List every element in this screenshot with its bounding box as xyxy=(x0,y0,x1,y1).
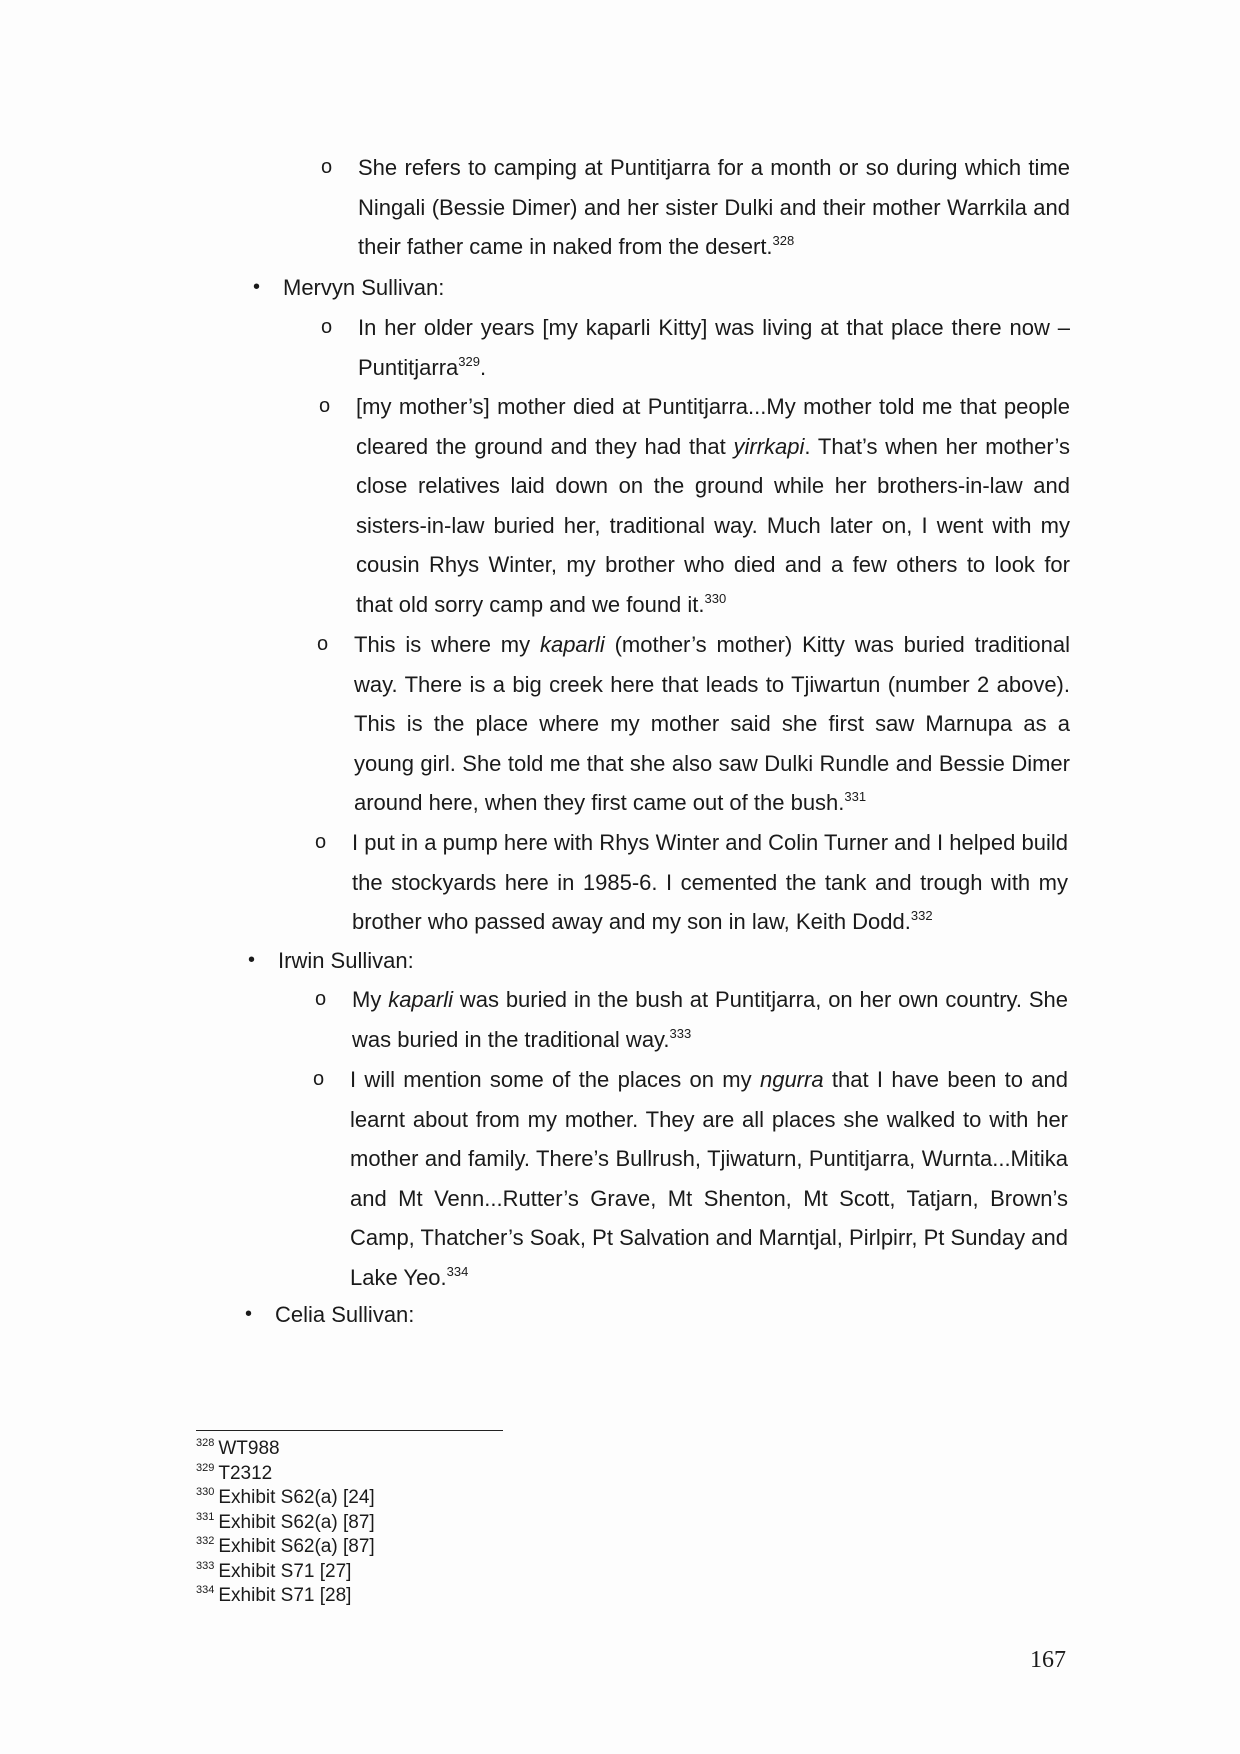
speaker-heading xyxy=(253,268,445,307)
footnote-number: 333 xyxy=(196,1559,215,1572)
item-text: My kaparli was buried in the bush at Puntitjarra, on her own country. She was buried in the traditional way.$^{333}$ xyxy=(352,987,1068,1052)
footnote-number: 334 xyxy=(196,1584,215,1596)
circle-bullet-icon: o xyxy=(315,988,327,1010)
footnote-number: 332 xyxy=(196,1535,215,1547)
footnote xyxy=(196,1584,696,1609)
footnote xyxy=(196,1535,696,1560)
list-item xyxy=(315,980,1068,1059)
speaker-name: Celia Sullivan: xyxy=(275,1302,415,1327)
footnote-text: Exhibit S62(a) [24] xyxy=(218,1487,375,1508)
footnote xyxy=(196,1462,696,1487)
footnote-number: 329 xyxy=(196,1461,215,1474)
item-text: I put in a pump here with Rhys Winter and Colin Turner and I helped build the stockyards here in 1985-6. I cemented the tank and trough with my brother who passed away and my son in law, Keith Dodd.$^{332}$ xyxy=(352,830,1068,934)
item-text: [my mother’s] mother died at Puntitjarra...My mother told me that people cleared the ground and they had that yirrkapi. That’s when her mother’s close relatives laid down on the ground while her brothers-in-law and sisters-in-law buried her, traditional way. Much later on, I went with my cousin Rhys Winter, my brother who died and a few others to look for that old sorry camp and we found it.$^{330}$ xyxy=(356,394,1071,617)
list-item xyxy=(315,823,1068,942)
speaker-heading xyxy=(248,941,414,980)
circle-bullet-icon: o xyxy=(317,633,329,655)
bullet-icon: • xyxy=(253,276,261,298)
circle-bullet-icon: o xyxy=(319,395,331,417)
circle-bullet-icon: o xyxy=(315,831,327,853)
list-item xyxy=(319,387,1071,624)
footnote xyxy=(196,1486,696,1511)
footnote-text: T2312 xyxy=(218,1462,273,1484)
circle-bullet-icon: o xyxy=(321,156,333,178)
footnote xyxy=(196,1437,696,1462)
list-item xyxy=(317,625,1070,823)
item-text: This is where my kaparli (mother’s mother) Kitty was buried traditional way. There is a big creek here that leads to Tjiwartun (number 2 above). This is the place where my mother said she first saw Marnupa as a young girl. She told me that she also saw Dulki Rundle and Bessie Dimer around here, when they first came out of the bush.$^{331}$ xyxy=(354,632,1070,815)
footnote-text: Exhibit S62(a) [87] xyxy=(218,1536,375,1557)
footnote-text: WT988 xyxy=(218,1438,280,1459)
footnote-number: 330 xyxy=(196,1486,215,1498)
circle-bullet-icon: o xyxy=(313,1068,325,1090)
list-item xyxy=(313,1060,1069,1297)
footnote-number: 331 xyxy=(196,1510,215,1523)
footnotes xyxy=(196,1437,696,1609)
speaker-name: Irwin Sullivan: xyxy=(278,948,414,973)
item-text: She refers to camping at Puntitjarra for a month or so during which time Ningali (Bessie Dimer) and her sister Dulki and their mother Warrkila and their father came in naked from the desert.$^{328}$ xyxy=(358,155,1070,259)
speaker-heading xyxy=(245,1295,415,1334)
footnote-text: Exhibit S71 [27] xyxy=(218,1560,352,1582)
footnote xyxy=(196,1511,696,1536)
footnote-rule xyxy=(196,1430,503,1431)
circle-bullet-icon: o xyxy=(321,316,333,338)
footnote-text: Exhibit S62(a) [87] xyxy=(218,1511,375,1533)
item-text: I will mention some of the places on my ngurra that I have been to and learnt about from my mother. They are all places she walked to with her mother and family. There’s Bullrush, Tjiwaturn, Puntitjarra, Wurnta...Mitika and Mt Venn...Rutter’s Grave, Mt Shenton, Mt Scott, Tatjarn, Brown’s Camp, Thatcher’s Soak, Pt Salvation and Marntjal, Pirlpirr, Pt Sunday and Lake Yeo.$^{334}$ xyxy=(350,1067,1069,1290)
footnote-text: Exhibit S71 [28] xyxy=(218,1585,352,1606)
list-item xyxy=(321,308,1070,387)
footnote-number: 328 xyxy=(196,1437,215,1449)
item-text: In her older years [my kaparli Kitty] was living at that place there now – Puntitjarra$^{329}$. xyxy=(358,315,1070,380)
bullet-icon: • xyxy=(248,949,256,971)
speaker-name: Mervyn Sullivan: xyxy=(283,275,445,300)
footnote xyxy=(196,1560,696,1585)
bullet-icon: • xyxy=(245,1303,253,1325)
list-item xyxy=(321,148,1070,267)
page-number: 167 xyxy=(1030,1647,1066,1673)
